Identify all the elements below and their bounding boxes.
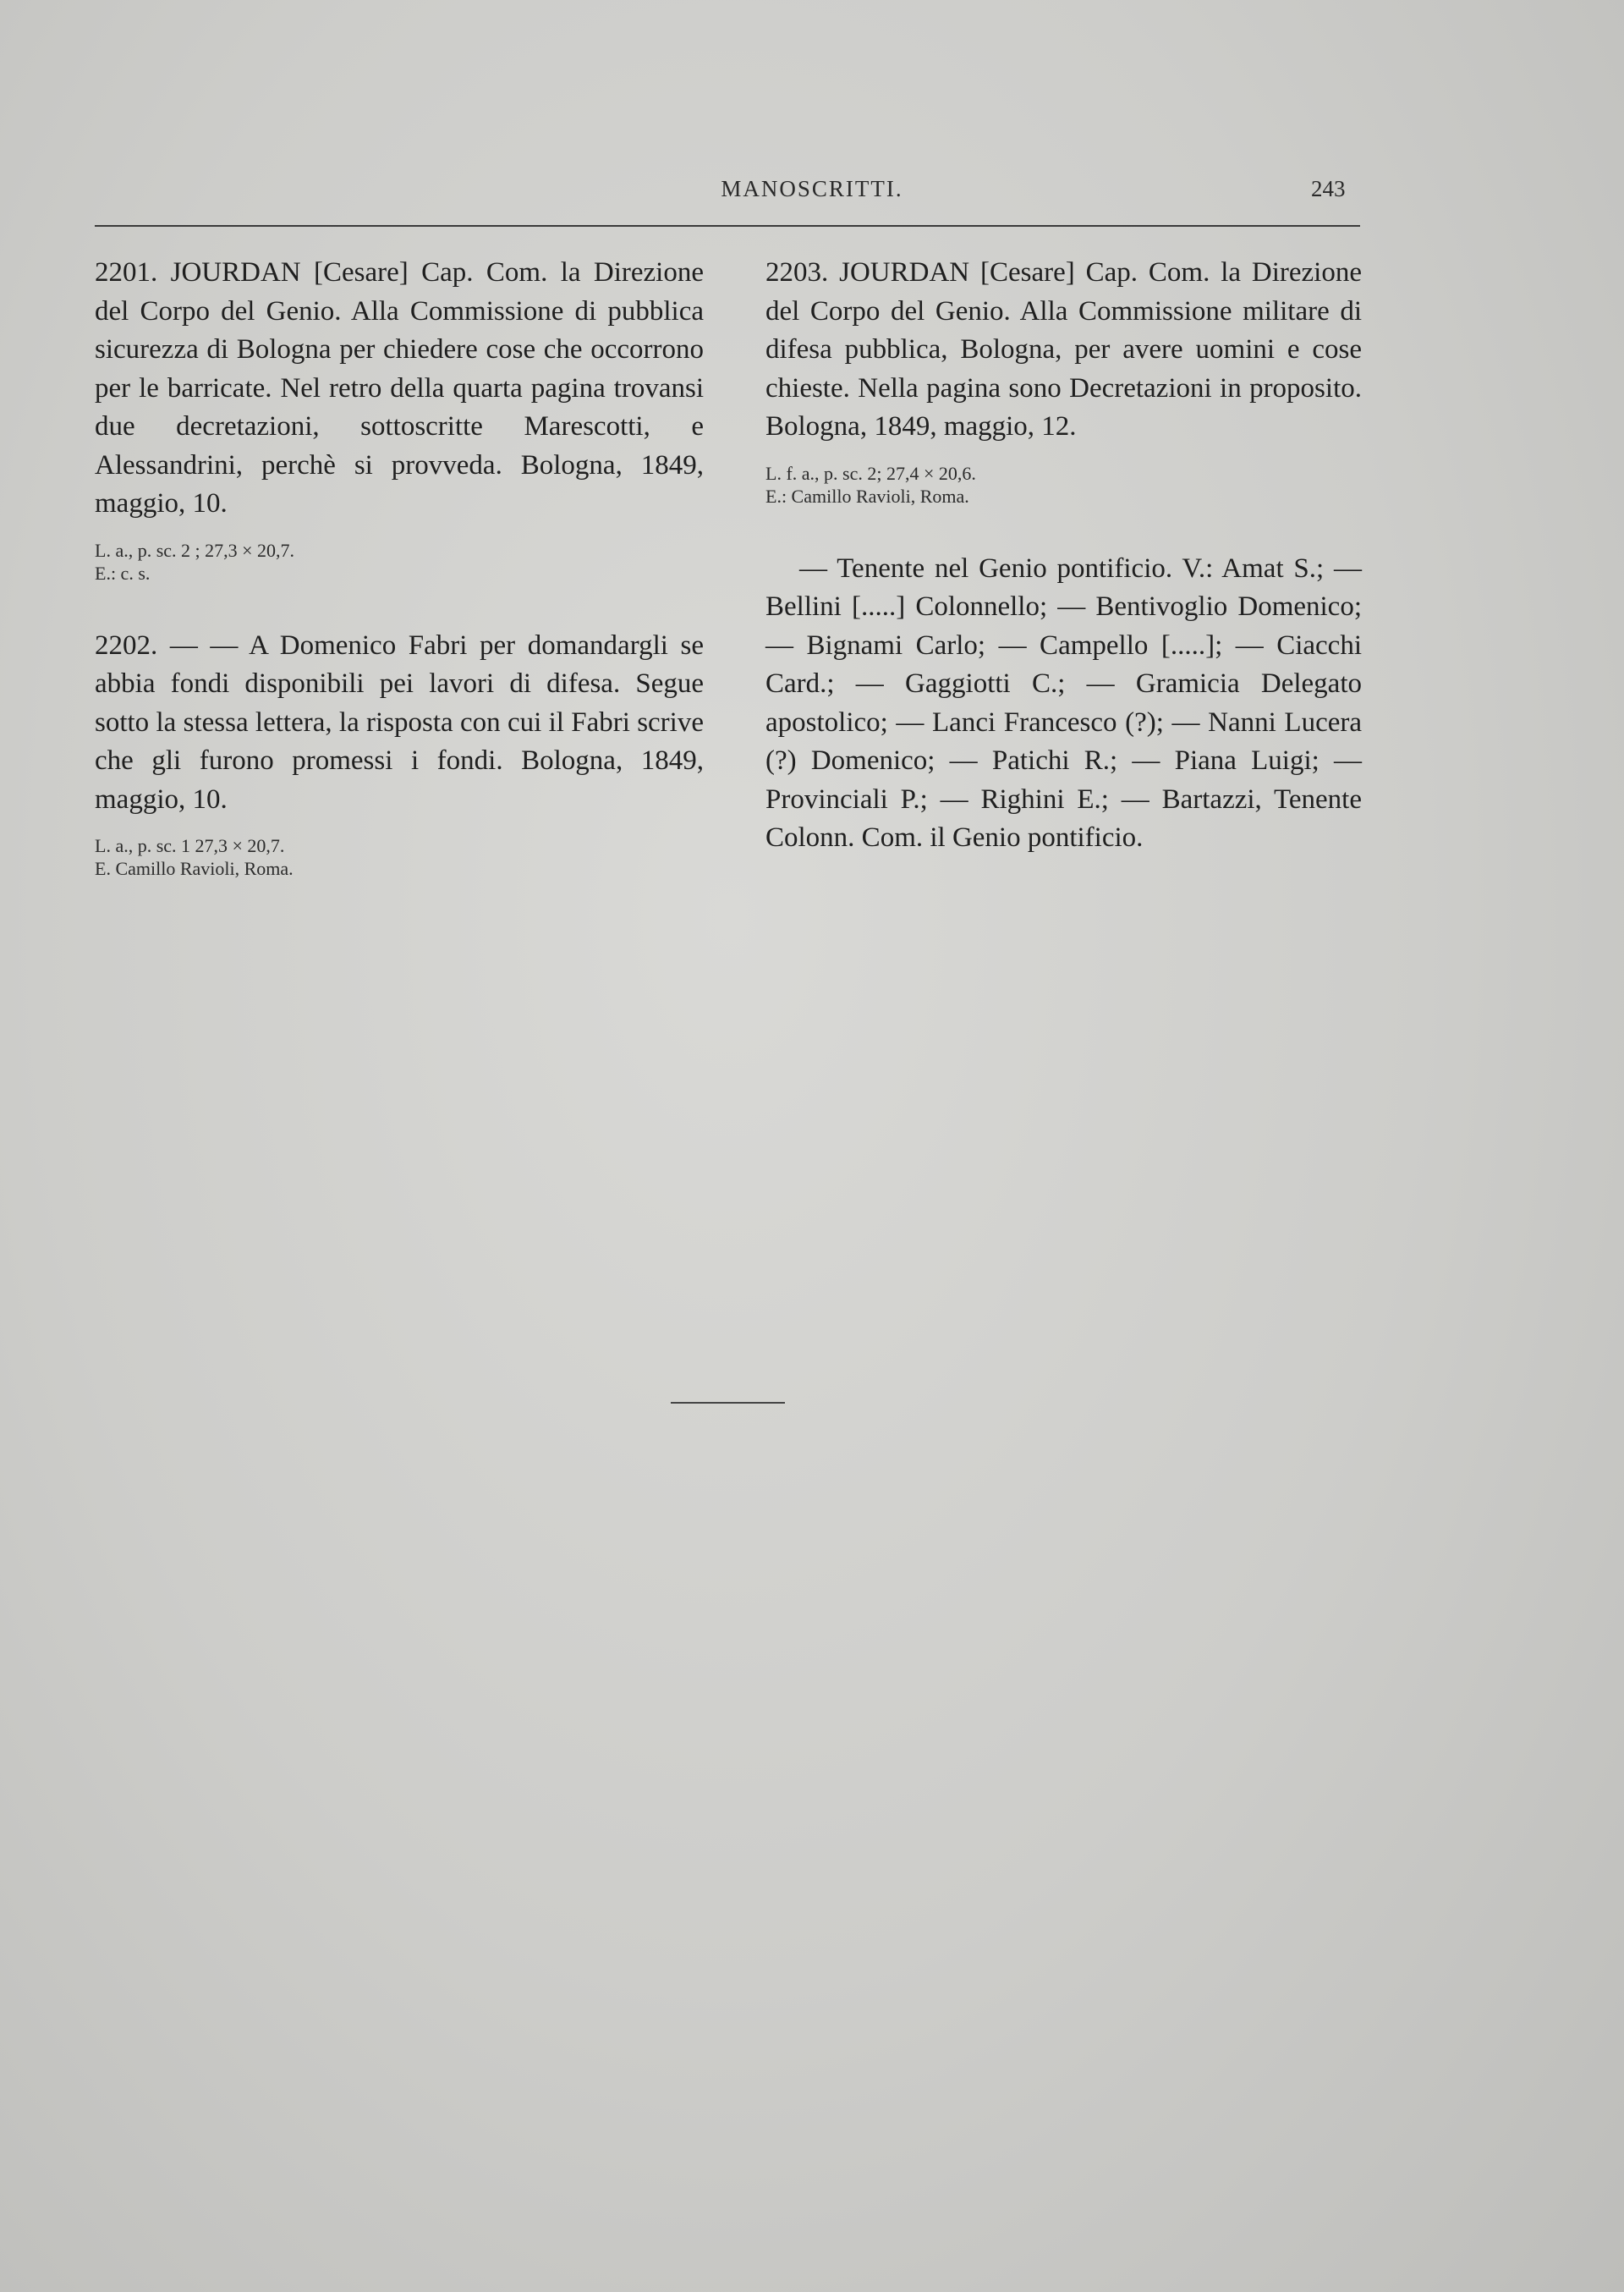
catalog-entry-2203: [765, 254, 1362, 508]
entry-number: 2202.: [95, 629, 158, 661]
entry-owner: E.: c. s.: [95, 562, 151, 584]
entry-meta: [95, 834, 704, 880]
entry-owner: E.: Camillo Ravioli, Roma.: [765, 485, 969, 507]
catalog-entry-2202: [95, 627, 704, 881]
entry-format: L. a., p. sc. 2 ; 27,3 × 20,7.: [95, 539, 295, 561]
entry-description: — Tenente nel Genio pontificio. V.: Amat S.; — Bellini [.....] Colonnello; — Bentivoglio Domenico; — Bignami Carlo; — Campello [.....]; — Ciacchi Card.; — Gaggiotti C.; — Gramicia Delegato apostolico; — Lanci Francesco (?); — Nanni Lucera (?) Domenico; — Patichi R.; — Piana Luigi; — Provinciali P.; — Righini E.; — Bartazzi, Tenente Colonn. Com. il Genio pontificio.: [765, 552, 1362, 853]
entry-text: [95, 254, 704, 524]
running-header-title: MANOSCRITTI.: [721, 176, 903, 201]
entry-meta: [95, 539, 704, 585]
entry-description: JOURDAN [Cesare] Cap. Com. la Direzione del Corpo del Genio. Alla Commissione militare di difesa pubblica, Bologna, per avere uomini e cose chieste. Nella pagina sono Decretazioni in proposito. Bologna, 1849, maggio, 12.: [765, 257, 1362, 442]
right-column: [765, 254, 1362, 900]
entry-format: L. a., p. sc. 1 27,3 × 20,7.: [95, 835, 285, 856]
entry-text: [95, 627, 704, 820]
catalog-entry-tenente: [765, 550, 1362, 858]
entry-description: JOURDAN [Cesare] Cap. Com. la Direzione del Corpo del Genio. Alla Commissione di pubblica sicurezza di Bologna per chiedere cose che occorrono per le barricate. Nel retro della quarta pagina trovansi due decretazioni, sottoscritte Marescotti, e Alessandrini, perchè si provveda. Bologna, 1849, maggio, 10.: [95, 257, 704, 519]
entry-meta: [765, 462, 1362, 508]
entry-format: L. f. a., p. sc. 2; 27,4 × 20,6.: [765, 462, 976, 484]
catalog-entry-2201: [95, 254, 704, 585]
left-column: [95, 254, 704, 922]
entry-text: [765, 254, 1362, 447]
header-rule: [95, 225, 1360, 227]
entry-description: — — A Domenico Fabri per domandargli se abbia fondi disponibili pei lavori di difesa. Segue sotto la stessa lettera, la risposta con cui il Fabri scrive che gli furono promessi i fondi. Bologna, 1849, maggio, 10.: [95, 629, 704, 815]
entry-owner: E. Camillo Ravioli, Roma.: [95, 858, 294, 879]
entry-number: 2203.: [765, 257, 829, 288]
entry-number: 2201.: [95, 257, 158, 288]
section-end-rule: [671, 1402, 785, 1404]
entry-text: [765, 550, 1362, 858]
page-number: 243: [1311, 176, 1346, 201]
